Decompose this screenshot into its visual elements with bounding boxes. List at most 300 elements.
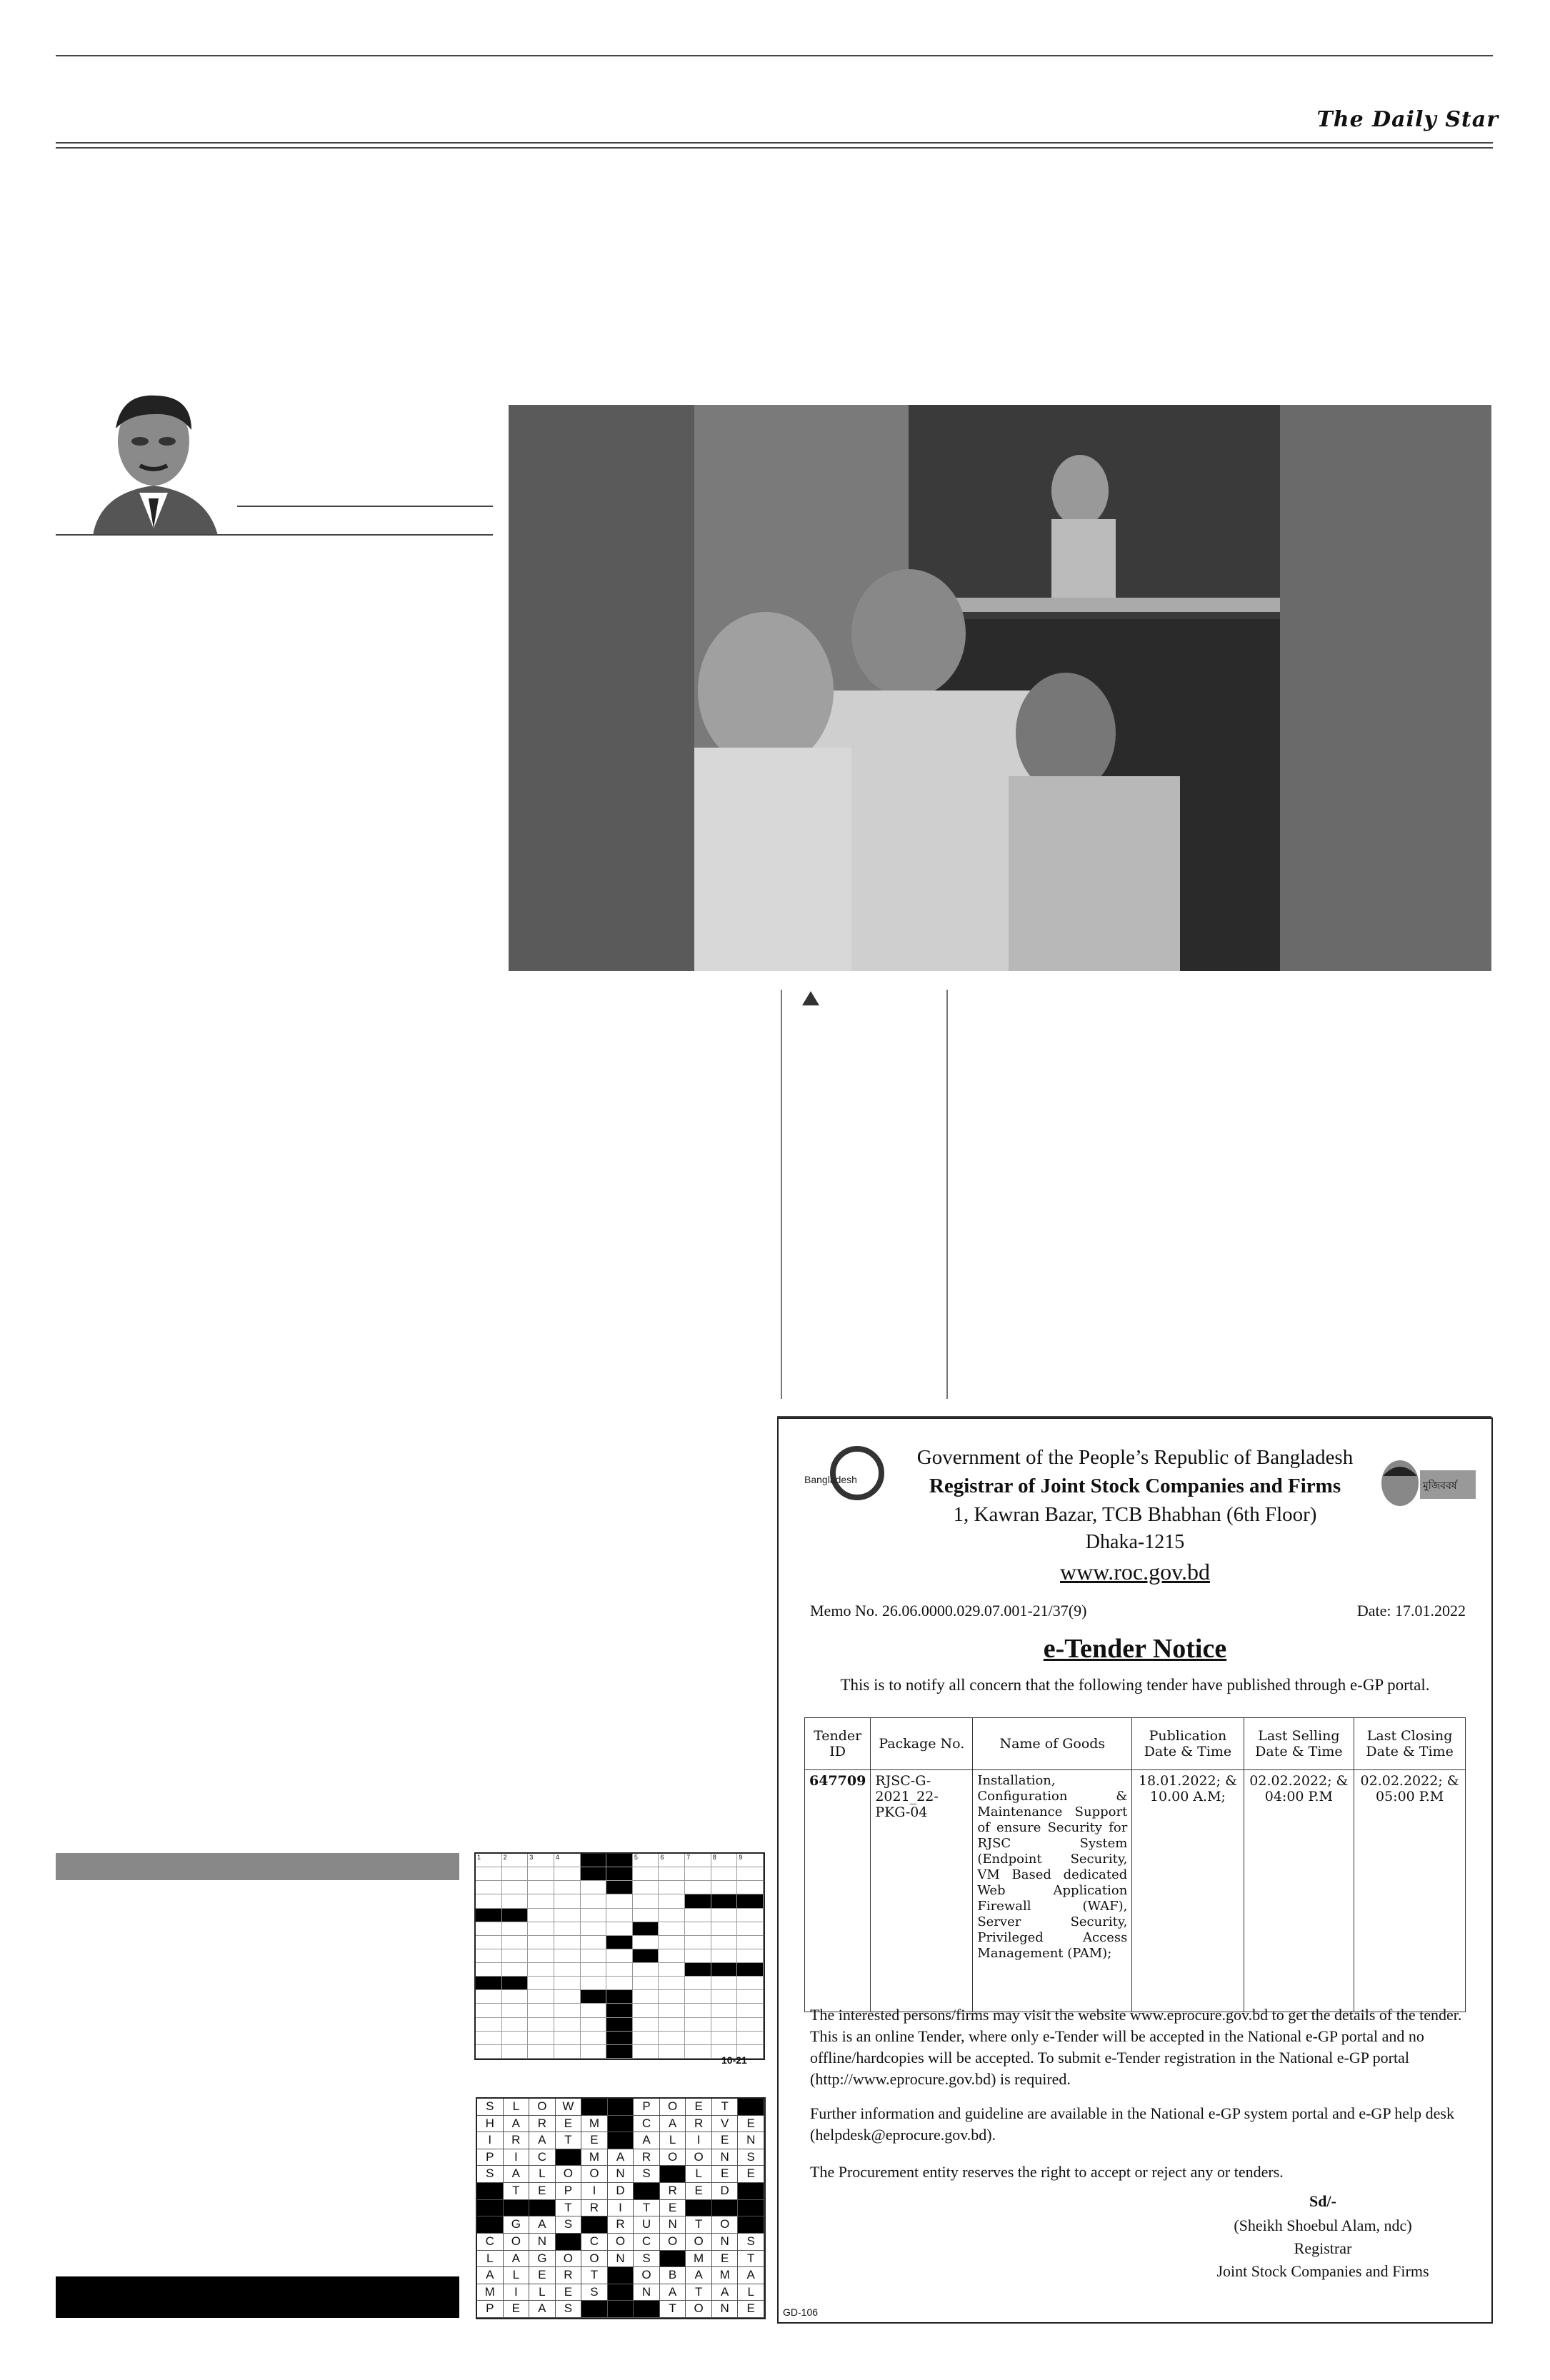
crossword-cell bbox=[606, 2045, 633, 2059]
crossword-cell bbox=[528, 2045, 554, 2059]
solution-cell bbox=[477, 2200, 504, 2217]
crossword-cell bbox=[502, 1936, 529, 1949]
notice-paragraph-2: Further information and guideline are available in the National e-GP system portal and e-GP help desk (helpdesk@eprocure.gov.bd). bbox=[810, 2104, 1454, 2144]
cell-selling: 02.02.2022; & 04:00 P.M bbox=[1244, 1770, 1354, 2012]
notice-govt-line: Government of the People’s Republic of Bangladesh bbox=[916, 1446, 1354, 1469]
solution-cell: R bbox=[686, 2116, 712, 2133]
solution-cell: R bbox=[660, 2183, 686, 2200]
solution-cell: E bbox=[529, 2183, 556, 2200]
crossword-cell bbox=[659, 1963, 685, 1977]
crossword-cell bbox=[659, 2018, 685, 2032]
solution-cell: S bbox=[634, 2166, 660, 2183]
solution-cell: I bbox=[504, 2149, 530, 2166]
solution-cell: A bbox=[738, 2267, 764, 2284]
solution-cell: E bbox=[529, 2267, 556, 2284]
solution-cell: R bbox=[504, 2132, 530, 2149]
notice-intro: This is to notify all concern that the following tender have published through e-GP portal. bbox=[840, 1676, 1430, 1694]
solution-cell: L bbox=[529, 2166, 556, 2183]
solution-cell: E bbox=[556, 2284, 582, 2301]
solution-cell: D bbox=[712, 2183, 739, 2200]
crossword-cell bbox=[685, 1867, 711, 1881]
crossword-cell bbox=[606, 2018, 633, 2032]
crossword-cell bbox=[476, 1990, 502, 2004]
solution-cell: S bbox=[556, 2301, 582, 2318]
solution-cell: E bbox=[686, 2099, 712, 2116]
crossword-cell bbox=[476, 1909, 502, 1922]
solution-cell bbox=[581, 2099, 608, 2116]
crossword-cell bbox=[685, 2018, 711, 2032]
crossword-cell bbox=[528, 2004, 554, 2017]
solution-cell: O bbox=[660, 2149, 686, 2166]
solution-cell bbox=[477, 2183, 504, 2200]
signatory-org: Joint Stock Companies and Firms bbox=[1216, 2262, 1429, 2280]
solution-cell: I bbox=[477, 2132, 504, 2149]
crossword-cell bbox=[711, 1990, 738, 2004]
solution-cell: S bbox=[477, 2099, 504, 2116]
crossword-cell bbox=[606, 1922, 633, 1936]
crossword-cell bbox=[554, 1881, 581, 1894]
crossword-cell bbox=[554, 1949, 581, 1963]
crossword-cell bbox=[476, 2045, 502, 2059]
col-tender-id: Tender ID bbox=[805, 1718, 871, 1770]
crossword-cell bbox=[737, 1936, 764, 1949]
crossword-tag: 10-21 bbox=[721, 2054, 747, 2066]
solution-cell: O bbox=[686, 2149, 712, 2166]
caption-arrow-icon bbox=[802, 991, 819, 1005]
crossword-cell bbox=[476, 1867, 502, 1881]
solution-cell: A bbox=[660, 2284, 686, 2301]
crossword-cell bbox=[581, 2032, 607, 2045]
crossword-cell bbox=[502, 2004, 529, 2017]
crossword-cell bbox=[737, 2004, 764, 2017]
crossword-cell bbox=[711, 1867, 738, 1881]
crossword-cell bbox=[606, 1963, 633, 1977]
solution-cell: P bbox=[634, 2099, 660, 2116]
solution-cell: O bbox=[504, 2234, 530, 2251]
crossword-cell bbox=[633, 1881, 659, 1894]
solution-cell: C bbox=[529, 2149, 556, 2166]
crossword-cell bbox=[476, 1977, 502, 1990]
masthead-logo: The Daily Star bbox=[1316, 107, 1499, 132]
solution-cell: N bbox=[712, 2149, 739, 2166]
notice-address: 1, Kawran Bazar, TCB Bhabhan (6th Floor) bbox=[953, 1503, 1317, 1526]
crossword-cell bbox=[685, 1977, 711, 1990]
notice-paragraph-3: The Procurement entity reserves the right to accept or reject any or tenders. bbox=[810, 2163, 1284, 2181]
cell-publication: 18.01.2022; & 10.00 A.M; bbox=[1132, 1770, 1244, 2012]
solution-cell: A bbox=[529, 2132, 556, 2149]
solution-cell: N bbox=[608, 2251, 634, 2268]
solution-cell bbox=[504, 2200, 530, 2217]
solution-cell: N bbox=[529, 2234, 556, 2251]
solution-cell: A bbox=[608, 2149, 634, 2166]
crossword-cell bbox=[476, 1894, 502, 1908]
crossword-cell bbox=[606, 1977, 633, 1990]
crossword-cell bbox=[528, 1922, 554, 1936]
crossword-cell bbox=[659, 2004, 685, 2017]
solution-cell: O bbox=[581, 2166, 608, 2183]
crossword-cell bbox=[711, 2032, 738, 2045]
crossword-cell bbox=[711, 2018, 738, 2032]
solution-cell: T bbox=[581, 2267, 608, 2284]
solution-cell bbox=[660, 2251, 686, 2268]
crossword-cell bbox=[581, 2004, 607, 2017]
notice-city: Dhaka-1215 bbox=[1085, 1531, 1185, 1553]
solution-cell: L bbox=[738, 2284, 764, 2301]
crossword-cell bbox=[502, 1867, 529, 1881]
crossword-cell bbox=[581, 1949, 607, 1963]
solution-cell bbox=[556, 2234, 582, 2251]
crossword-cell bbox=[606, 1881, 633, 1894]
solution-cell bbox=[608, 2267, 634, 2284]
crossword-cell: 7 bbox=[685, 1854, 711, 1867]
solution-cell: T bbox=[634, 2200, 660, 2217]
tender-table bbox=[804, 1717, 1466, 2012]
col-name-of-goods: Name of Goods bbox=[973, 1718, 1132, 1770]
crossword-cell bbox=[554, 1922, 581, 1936]
solution-cell: S bbox=[738, 2149, 764, 2166]
crossword-cell bbox=[528, 1963, 554, 1977]
solution-cell: V bbox=[712, 2116, 739, 2133]
crossword-cell bbox=[737, 1922, 764, 1936]
solution-cell: M bbox=[581, 2149, 608, 2166]
cell-package-no: RJSC-G-2021_22-PKG-04 bbox=[871, 1770, 973, 2012]
solution-cell: A bbox=[477, 2267, 504, 2284]
crossword-cell bbox=[685, 1909, 711, 1922]
crossword-cell bbox=[528, 1990, 554, 2004]
footer-black-bar bbox=[56, 2276, 459, 2318]
solution-cell: T bbox=[686, 2284, 712, 2301]
crossword-cell bbox=[528, 1936, 554, 1949]
solution-cell: I bbox=[608, 2200, 634, 2217]
solution-cell: T bbox=[504, 2183, 530, 2200]
solution-cell: N bbox=[608, 2166, 634, 2183]
solution-cell: G bbox=[529, 2251, 556, 2268]
crossword-cell bbox=[685, 1894, 711, 1908]
solution-cell: S bbox=[738, 2234, 764, 2251]
crossword-cell bbox=[476, 2004, 502, 2017]
solution-cell: A bbox=[634, 2132, 660, 2149]
crossword-cell bbox=[685, 1990, 711, 2004]
crossword-cell bbox=[554, 1909, 581, 1922]
solution-cell: O bbox=[529, 2099, 556, 2116]
gd-code: GD-106 bbox=[783, 2306, 819, 2318]
crossword-cell bbox=[711, 2004, 738, 2017]
crossword-cell bbox=[554, 2032, 581, 2045]
solution-cell: S bbox=[581, 2284, 608, 2301]
crossword-cell bbox=[633, 2032, 659, 2045]
solution-cell: A bbox=[504, 2116, 530, 2133]
solution-cell: O bbox=[686, 2234, 712, 2251]
solution-cell: A bbox=[660, 2116, 686, 2133]
crossword-cell bbox=[581, 1922, 607, 1936]
crossword-cell bbox=[554, 1977, 581, 1990]
solution-cell: N bbox=[660, 2216, 686, 2234]
solution-cell: R bbox=[529, 2116, 556, 2133]
solution-cell: R bbox=[581, 2200, 608, 2217]
crossword-cell bbox=[581, 1867, 607, 1881]
crossword-cell bbox=[606, 2004, 633, 2017]
solution-cell bbox=[738, 2183, 764, 2200]
solution-cell: P bbox=[556, 2183, 582, 2200]
crossword-cell bbox=[685, 1963, 711, 1977]
crossword-cell bbox=[502, 1922, 529, 1936]
crossword-header-bar bbox=[56, 1853, 459, 1880]
crossword-cell bbox=[476, 1963, 502, 1977]
crossword-cell bbox=[476, 1936, 502, 1949]
solution-cell: C bbox=[477, 2234, 504, 2251]
notice-date: Date: 17.01.2022 bbox=[1356, 1602, 1466, 1620]
solution-cell: A bbox=[712, 2284, 739, 2301]
crossword-cell bbox=[528, 1909, 554, 1922]
crossword-cell bbox=[711, 1922, 738, 1936]
solution-cell bbox=[608, 2132, 634, 2149]
crossword-cell bbox=[502, 1990, 529, 2004]
solution-cell: E bbox=[738, 2166, 764, 2183]
crossword-cell bbox=[502, 2018, 529, 2032]
tender-table-header bbox=[805, 1718, 1466, 1770]
crossword-cell bbox=[685, 2045, 711, 2059]
notice-paragraph-1: The interested persons/firms may visit the website www.eprocure.gov.bd to get the details of the tender. This is an online Tender, where only e-Tender will be accepted in the National e-GP portal and no offline/hardcopies will be accepted. To submit e-Tender registration in the National e-GP portal (http://www.eprocure.gov.bd) is required. bbox=[810, 2006, 1462, 2088]
crossword-cell bbox=[554, 1867, 581, 1881]
solution-cell: T bbox=[660, 2301, 686, 2318]
crossword-cell bbox=[528, 1949, 554, 1963]
solution-cell: E bbox=[712, 2166, 739, 2183]
solution-cell bbox=[477, 2216, 504, 2234]
crossword-cell bbox=[737, 1949, 764, 1963]
crossword-cell bbox=[659, 2045, 685, 2059]
solution-cell: R bbox=[556, 2267, 582, 2284]
crossword-cell bbox=[737, 1909, 764, 1922]
column-divider-2 bbox=[946, 990, 948, 1399]
solution-cell: E bbox=[556, 2116, 582, 2133]
header-rule-1 bbox=[56, 142, 1493, 144]
crossword-cell bbox=[476, 2018, 502, 2032]
table-row bbox=[805, 1770, 1466, 2012]
crossword-cell bbox=[528, 2018, 554, 2032]
solution-cell: O bbox=[712, 2216, 739, 2234]
solution-cell: L bbox=[660, 2132, 686, 2149]
crossword-cell bbox=[554, 1894, 581, 1908]
crossword-cell bbox=[711, 1963, 738, 1977]
crossword-cell bbox=[659, 1990, 685, 2004]
solution-cell: T bbox=[712, 2099, 739, 2116]
crossword-cell bbox=[737, 2032, 764, 2045]
crossword-cell bbox=[554, 2045, 581, 2059]
crossword-cell bbox=[581, 1909, 607, 1922]
notice-website-link[interactable]: www.roc.gov.bd bbox=[1059, 1559, 1211, 1585]
solution-cell: I bbox=[581, 2183, 608, 2200]
solution-cell: I bbox=[686, 2132, 712, 2149]
crossword-cell: 9 bbox=[737, 1854, 764, 1867]
crossword-cell bbox=[528, 1977, 554, 1990]
crossword-cell bbox=[581, 1990, 607, 2004]
cell-goods: Installation, Configuration & Maintenance Support of ensure Security for RJSC System (Endpoint Security, VM Based dedicated Web Application Firewall (WAF), Server Security, Privileged Access Management (PAM); bbox=[973, 1770, 1132, 2012]
solution-cell bbox=[608, 2284, 634, 2301]
solution-cell bbox=[634, 2183, 660, 2200]
crossword-cell bbox=[502, 2045, 529, 2059]
solution-cell: E bbox=[686, 2183, 712, 2200]
crossword-cell bbox=[659, 1936, 685, 1949]
solution-cell: D bbox=[608, 2183, 634, 2200]
crossword-cell bbox=[502, 1881, 529, 1894]
crossword-solution-grid bbox=[476, 2097, 766, 2319]
crossword-cell bbox=[606, 1894, 633, 1908]
col-last-selling: Last Selling Date & Time bbox=[1244, 1718, 1354, 1770]
crossword-cell bbox=[554, 1936, 581, 1949]
crossword-cell bbox=[685, 2004, 711, 2017]
solution-cell bbox=[608, 2116, 634, 2133]
svg-text:Bangladesh: Bangladesh bbox=[804, 1474, 857, 1485]
solution-cell: E bbox=[712, 2251, 739, 2268]
solution-cell: H bbox=[477, 2116, 504, 2133]
solution-cell: N bbox=[712, 2234, 739, 2251]
solution-cell: C bbox=[581, 2234, 608, 2251]
crossword-grid bbox=[474, 1852, 765, 2060]
solution-cell: M bbox=[477, 2284, 504, 2301]
solution-cell: A bbox=[504, 2166, 530, 2183]
crossword-cell bbox=[711, 1881, 738, 1894]
solution-cell: A bbox=[529, 2216, 556, 2234]
column-divider-1 bbox=[781, 990, 782, 1399]
solution-cell bbox=[738, 2099, 764, 2116]
crossword-cell bbox=[659, 1909, 685, 1922]
solution-cell bbox=[634, 2301, 660, 2318]
solution-cell: O bbox=[660, 2099, 686, 2116]
crossword-cell bbox=[685, 1936, 711, 1949]
solution-cell: E bbox=[712, 2132, 739, 2149]
solution-cell: B bbox=[660, 2267, 686, 2284]
col-publication: Publication Date & Time bbox=[1132, 1718, 1244, 1770]
crossword-cell bbox=[581, 1854, 607, 1867]
crossword-cell bbox=[554, 2018, 581, 2032]
solution-cell: O bbox=[634, 2267, 660, 2284]
crossword-cell bbox=[606, 1909, 633, 1922]
crossword-cell bbox=[633, 1949, 659, 1963]
solution-cell: P bbox=[477, 2301, 504, 2318]
solution-cell bbox=[608, 2099, 634, 2116]
crossword-cell bbox=[711, 1949, 738, 1963]
crossword-cell bbox=[685, 1922, 711, 1936]
crossword-cell: 3 bbox=[528, 1854, 554, 1867]
crossword-cell bbox=[476, 1949, 502, 1963]
solution-cell bbox=[608, 2301, 634, 2318]
crossword-cell bbox=[476, 2032, 502, 2045]
solution-cell: O bbox=[581, 2251, 608, 2268]
solution-cell bbox=[529, 2200, 556, 2217]
solution-cell: O bbox=[556, 2251, 582, 2268]
crossword-cell bbox=[737, 1990, 764, 2004]
crossword-cell bbox=[633, 1936, 659, 1949]
crossword-cell bbox=[633, 1990, 659, 2004]
solution-cell bbox=[660, 2166, 686, 2183]
solution-cell: L bbox=[529, 2284, 556, 2301]
column-rule bbox=[56, 534, 493, 536]
crossword-cell bbox=[685, 1881, 711, 1894]
crossword-cell bbox=[528, 1881, 554, 1894]
solution-cell: E bbox=[504, 2301, 530, 2318]
solution-cell: L bbox=[504, 2267, 530, 2284]
crossword-cell bbox=[659, 1977, 685, 1990]
crossword-cell bbox=[581, 1936, 607, 1949]
byline-rule bbox=[237, 506, 493, 507]
news-photo-family-in-slum bbox=[509, 405, 1491, 971]
col-package-no: Package No. bbox=[871, 1718, 973, 1770]
crossword-cell bbox=[633, 1922, 659, 1936]
crossword-cell bbox=[554, 1963, 581, 1977]
cell-tender-id: 647709 bbox=[805, 1770, 871, 2012]
crossword-cell bbox=[711, 1936, 738, 1949]
solution-cell: I bbox=[504, 2284, 530, 2301]
crossword-cell bbox=[633, 1909, 659, 1922]
solution-cell: R bbox=[608, 2216, 634, 2234]
e-tender-notice-ad bbox=[777, 1417, 1493, 2324]
crossword-cell bbox=[659, 1922, 685, 1936]
solution-cell bbox=[581, 2216, 608, 2234]
crossword-cell bbox=[606, 1990, 633, 2004]
crossword-cell bbox=[606, 1867, 633, 1881]
solution-cell bbox=[556, 2149, 582, 2166]
crossword-cell bbox=[502, 1977, 529, 1990]
signatory-title: Registrar bbox=[1294, 2239, 1352, 2257]
crossword-cell bbox=[502, 1909, 529, 1922]
crossword-cell bbox=[737, 1977, 764, 1990]
solution-cell: W bbox=[556, 2099, 582, 2116]
crossword-cell bbox=[685, 1949, 711, 1963]
crossword-cell: 8 bbox=[711, 1854, 738, 1867]
svg-text:মুজিববর্ষ: মুজিববর্ষ bbox=[1423, 1480, 1457, 1492]
crossword-cell bbox=[581, 1963, 607, 1977]
crossword-cell bbox=[737, 1894, 764, 1908]
solution-cell: S bbox=[556, 2216, 582, 2234]
columnist-portrait bbox=[71, 386, 236, 536]
crossword-cell bbox=[659, 1881, 685, 1894]
solution-cell bbox=[686, 2200, 712, 2217]
crossword-cell bbox=[528, 1867, 554, 1881]
cell-closing: 02.02.2022; & 05:00 P.M bbox=[1354, 1770, 1466, 2012]
crossword-cell bbox=[581, 1977, 607, 1990]
crossword-cell: 2 bbox=[502, 1854, 529, 1867]
crossword-cell bbox=[711, 1909, 738, 1922]
crossword-cell bbox=[737, 1963, 764, 1977]
crossword-cell bbox=[633, 1977, 659, 1990]
crossword-cell bbox=[659, 1949, 685, 1963]
crossword-cell bbox=[606, 1949, 633, 1963]
solution-cell: L bbox=[686, 2166, 712, 2183]
crossword-cell bbox=[711, 1894, 738, 1908]
crossword-cell bbox=[659, 1894, 685, 1908]
solution-cell: E bbox=[738, 2301, 764, 2318]
crossword-cell bbox=[737, 2018, 764, 2032]
crossword-cell bbox=[554, 2004, 581, 2017]
solution-cell: P bbox=[477, 2149, 504, 2166]
crossword-cell: 6 bbox=[659, 1854, 685, 1867]
solution-cell: R bbox=[634, 2149, 660, 2166]
solution-cell bbox=[712, 2200, 739, 2217]
signatory-name: (Sheikh Shoebul Alam, ndc) bbox=[1234, 2216, 1412, 2234]
solution-cell: E bbox=[738, 2116, 764, 2133]
crossword-cell bbox=[633, 2004, 659, 2017]
crossword-cell bbox=[554, 1990, 581, 2004]
crossword-cell bbox=[502, 2032, 529, 2045]
crossword-cell bbox=[476, 1922, 502, 1936]
crossword-cell bbox=[659, 2032, 685, 2045]
crossword-cell bbox=[581, 2018, 607, 2032]
crossword-cell bbox=[633, 1894, 659, 1908]
solution-cell: O bbox=[686, 2301, 712, 2318]
crossword-cell bbox=[633, 1963, 659, 1977]
solution-cell: A bbox=[504, 2251, 530, 2268]
solution-cell: E bbox=[660, 2200, 686, 2217]
